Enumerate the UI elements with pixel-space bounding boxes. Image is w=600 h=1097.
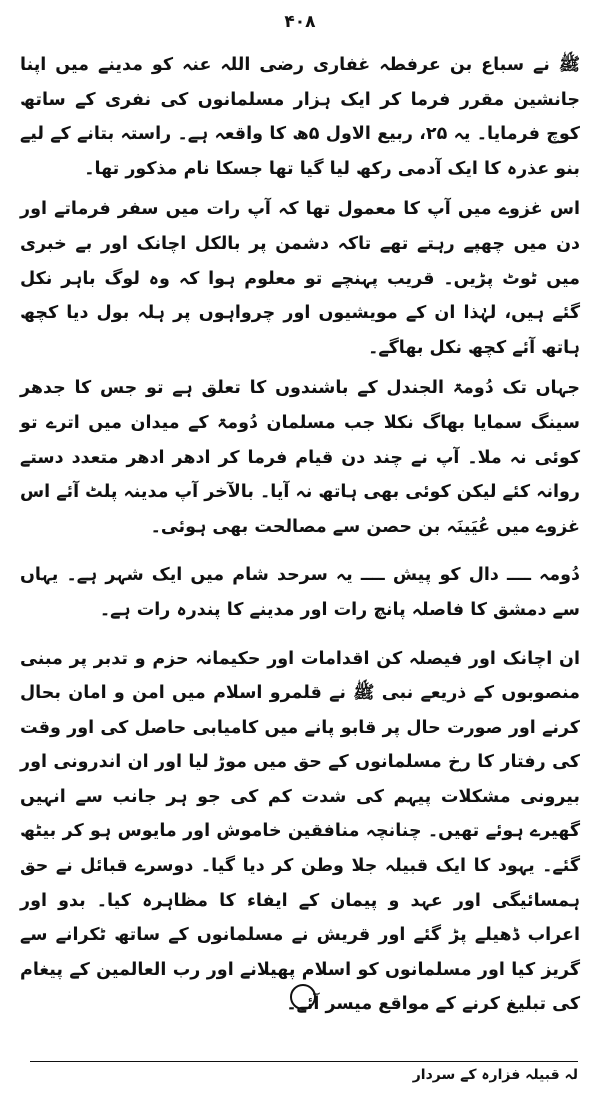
- main-text: [20, 48, 580, 1022]
- page-number: ۴۰۸: [284, 12, 316, 32]
- paragraph-4: دُومہ ــــ دال کو پیش ــــ یہ سرحد شام میں ایک شہر ہے۔ یہاں سے دمشق کا فاصلہ پانچ رات اور مدینے کا پندرہ رات ہے۔: [20, 565, 580, 620]
- footnote-divider: [30, 1061, 578, 1062]
- paragraph-2: اس غزوے میں آپ کا معمول تھا کہ آپ رات میں سفر فرماتے اور دن میں چھپے رہتے تھے تاکہ دشمن پر بالکل اچانک اور بے خبری میں ٹوٹ پڑیں۔ قریب پہنچے تو معلوم ہوا کہ وہ لوگ باہر نکل گئے ہیں، لہٰذا ان کے مویشیوں اور چرواہوں پر ہلہ بول دیا کچھ ہاتھ آئے کچھ نکل بھاگے۔: [20, 199, 580, 358]
- paragraph-5: ان اچانک اور فیصلہ کن اقدامات اور حکیمانہ حزم و تدبر پر مبنی منصوبوں کے ذریعے نبی ﷺ نے قلمرو اسلام میں امن و امان بحال کرنے اور صورت حال پر قابو پانے میں کامیابی حاصل کی اور وقت کی رفتار کا رخ مسلمانوں کے حق میں موڑ لیا اور ان اندرونی اور بیرونی مشکلات پیہم کی شدت کم کی جو ہر جانب سے انہیں گھیرے ہوئے تھیں۔ چنانچہ منافقین خاموش اور مایوس ہو کر بیٹھ گئے۔ یہود کا ایک قبیلہ جلا وطن کر دیا گیا۔ دوسرے قبائل نے حق ہمسائیگی اور عہد و پیمان کے ایفاء کا مظاہرہ کیا۔ بدو اور اعراب ڈھیلے پڑ گئے اور قریش نے مسلمانوں کے ساتھ ٹکرانے سے گریز کیا اور مسلمانوں کو اسلام پھیلانے اور رب العالمین کے پیغام کی تبلیغ کرنے کے مواقع میسر آئے۔: [20, 648, 580, 1015]
- footnote: لہ قبیلہ فزارہ کے سردار: [412, 1067, 578, 1083]
- paragraph-3: جہاں تک دُومۃ الجندل کے باشندوں کا تعلق ہے تو جس کا جدھر سینگ سمایا بھاگ نکلا جب مسلمان دُومۃ کے میدان میں اترے تو کوئی نہ ملا۔ آپ نے چند دن قیام فرما کر ادھر ادھر متعدد دستے روانہ کئے لیکن کوئی بھی ہاتھ نہ آیا۔ بالآخر آپ مدینہ پلٹ آئے اس غزوے میں عُیَینَہ بن حصن سے مصالحت بھی ہوئی۔: [20, 378, 580, 537]
- end-circle-mark: [290, 984, 316, 1010]
- paragraph-1: ﷺ نے سباع بن عرفطہ غفاری رضی اللہ عنہ کو مدینے میں اپنا جانشین مقرر فرما کر ایک ہزار مسلمانوں کی نفری کے ساتھ کوچ فرمایا۔ یہ ۲۵، ربیع الاول ۵ھ کا واقعہ ہے۔ راستہ بتانے کے لیے بنو عذرہ کا ایک آدمی رکھ لیا گیا تھا جسکا نام مذکور تھا۔: [20, 55, 580, 179]
